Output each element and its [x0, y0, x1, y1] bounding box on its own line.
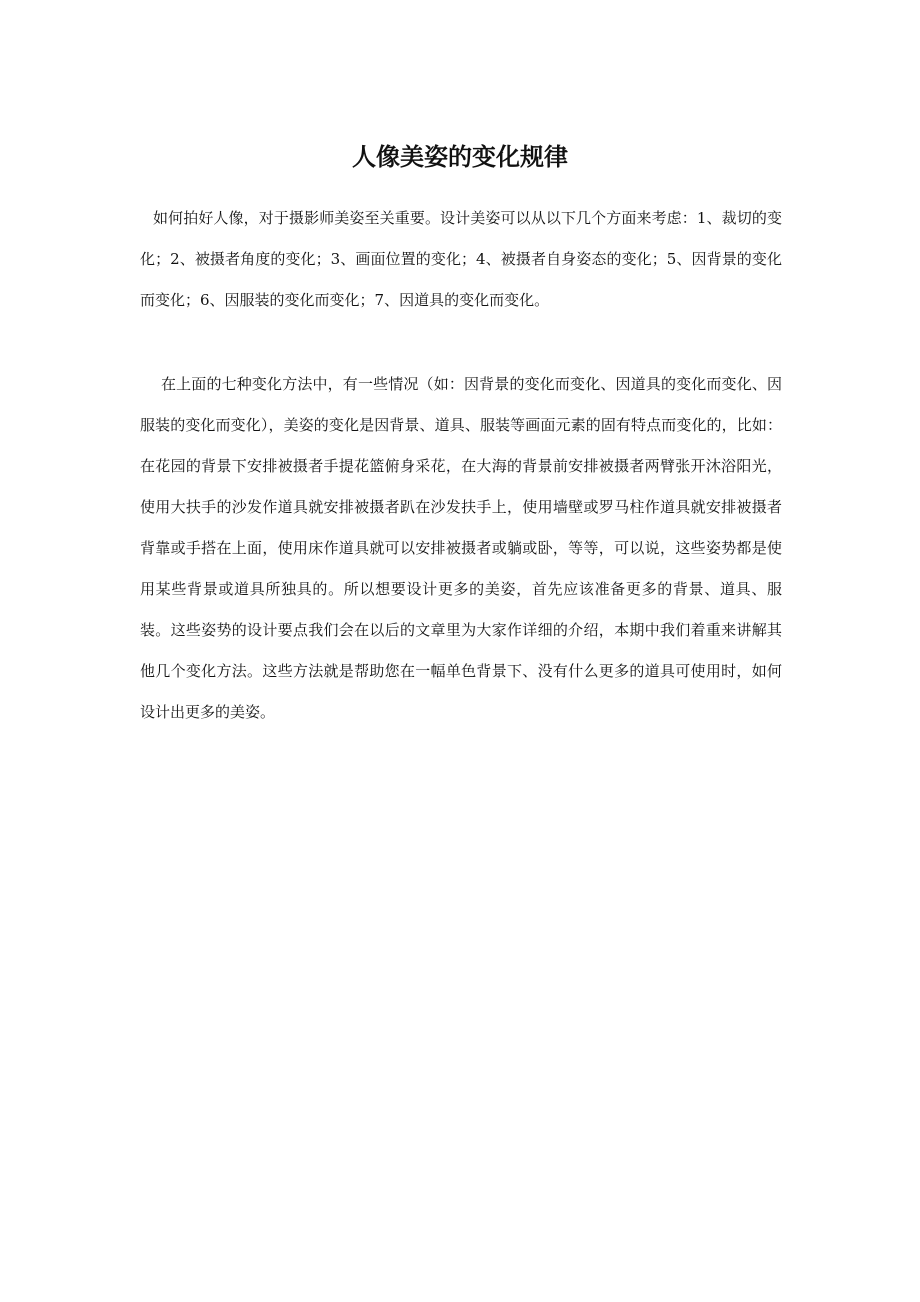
- document-title: 人像美姿的变化规律: [352, 143, 568, 171]
- intro-paragraph: 如何拍好人像，对于摄影师美姿至关重要。设计美姿可以从以下几个方面来考虑：1、裁切的变化；2、被摄者角度的变化；3、画面位置的变化；4、被摄者自身姿态的变化；5、因背景的变化而变化；6、因服装的变化而变化；7、因道具的变化而变化。: [140, 209, 782, 309]
- body-paragraph: 在上面的七种变化方法中，有一些情况（如：因背景的变化而变化、因道具的变化而变化、因服装的变化而变化），美姿的变化是因背景、道具、服装等画面元素的固有特点而变化的，比如：在花园的背景下安排被摄者手提花篮俯身采花，在大海的背景前安排被摄者两臂张开沐浴阳光，使用大扶手的沙发作道具就安排被摄者趴在沙发扶手上，使用墙壁或罗马柱作道具就安排被摄者背靠或手搭在上面，使用床作道具就可以安排被摄者或躺或卧，等等，可以说，这些姿势都是使用某些背景或道具所独具的。所以想要设计更多的美姿，首先应该准备更多的背景、道具、服装。这些姿势的设计要点我们会在以后的文章里为大家作详细的介绍，本期中我们着重来讲解其他几个变化方法。这些方法就是帮助您在一幅单色背景下、没有什么更多的道具可使用时，如何设计出更多的美姿。: [140, 375, 782, 721]
